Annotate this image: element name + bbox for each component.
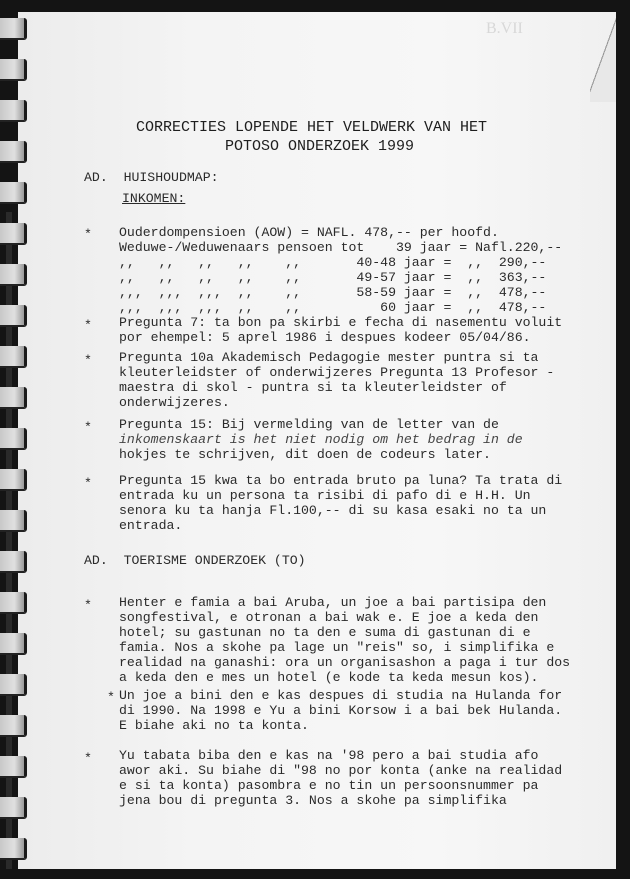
item-line: Henter e famia a bai Aruba, un joe a bai partisipa den xyxy=(119,595,547,610)
binding-ring xyxy=(0,510,27,532)
folded-corner xyxy=(590,12,616,102)
binding-ring xyxy=(0,633,27,655)
item-line: famia. Nos a skohe pa lage un "reis" so, i simplifika e xyxy=(119,640,555,655)
page-mark: B.VII xyxy=(486,20,523,37)
binding-ring xyxy=(0,551,27,573)
binding-ring xyxy=(0,387,27,409)
item-line: Un joe a bini den e kas despues di studia na Hulanda for xyxy=(119,688,563,703)
item-line: e si ta konta) pasombra e no tin un persoonsnummer pa xyxy=(119,778,539,793)
binding-ring xyxy=(0,182,27,204)
bullet: * xyxy=(84,598,92,613)
item-line: E biahe aki no ta konta. xyxy=(119,718,309,733)
title-line-1: CORRECTIES LOPENDE HET VELDWERK VAN HET xyxy=(136,119,488,136)
item-line: kleuterleidster of onderwijzeres Pregunta 13 Profesor - xyxy=(119,365,555,380)
binding-ring xyxy=(0,346,27,368)
binding-ring xyxy=(0,715,27,737)
item-line: jena bou di pregunta 3. Nos a skohe pa simplifika xyxy=(119,793,507,808)
item-line: Yu tabata biba den e kas na '98 pero a bai studia afo xyxy=(119,748,539,763)
item-line: hotel; su gastunan no ta den e suma di gastunan di e xyxy=(119,625,531,640)
bullet: * xyxy=(84,751,92,766)
pension-line: ,, ,, ,, ,, ,, 49-57 jaar = ,, 363,-- xyxy=(119,270,547,285)
binding-ring xyxy=(0,223,27,245)
bullet: * xyxy=(84,318,92,333)
binding-ring xyxy=(0,797,27,819)
binding-ring xyxy=(0,469,27,491)
binding-ring xyxy=(0,838,27,860)
item-line: senora ku ta hanja Fl.100,-- di su kasa esaki no ta un xyxy=(119,503,547,518)
binding-ring xyxy=(0,141,27,163)
pension-line: ,,, ,,, ,,, ,, ,, 58-59 jaar = ,, 478,-- xyxy=(119,285,547,300)
item-line: onderwijzeres. xyxy=(119,395,230,410)
pension-line: ,,, ,,, ,,, ,, ,, 60 jaar = ,, 478,-- xyxy=(119,300,547,315)
item-line: Pregunta 15 kwa ta bo entrada bruto pa luna? Ta trata di xyxy=(119,473,563,488)
pension-line: ,, ,, ,, ,, ,, 40-48 jaar = ,, 290,-- xyxy=(119,255,547,270)
bullet: * xyxy=(84,476,92,491)
item-line: Pregunta 10a Akademisch Pedagogie mester puntra si ta xyxy=(119,350,539,365)
item-line: di 1990. Na 1998 e Yu a bini Korsow i a bai bek Hulanda. xyxy=(119,703,563,718)
item-line: Pregunta 15: Bij vermelding van de letter van de xyxy=(119,417,499,432)
binding-ring xyxy=(0,674,27,696)
item-line: songfestival, e otronan a bai wak e. E joe a keda den xyxy=(119,610,539,625)
binding-ring xyxy=(0,59,27,81)
item-line-italic: inkomenskaart is het niet nodig om het bedrag in de xyxy=(119,432,523,447)
binding-ring xyxy=(0,592,27,614)
pension-line: Weduwe-/Weduwenaars pensoen tot 39 jaar = Nafl.220,-- xyxy=(119,240,563,255)
item-line: entrada ku un persona ta risibi di pafo di e H.H. Un xyxy=(119,488,531,503)
bullet: * xyxy=(84,420,92,435)
binding-ring xyxy=(0,428,27,450)
subheading-inkomen: INKOMEN: xyxy=(122,191,186,206)
spiral-binding xyxy=(0,12,28,869)
binding-ring xyxy=(0,264,27,286)
binding-ring xyxy=(0,305,27,327)
item-line: realidad na ganashi: ora un organisashon a paga i tur dos xyxy=(119,655,571,670)
section-heading-huishoudmap: AD. HUISHOUDMAP: xyxy=(84,170,219,185)
bullet: * xyxy=(107,690,115,705)
item-line: hokjes te schrijven, dit doen de codeurs later. xyxy=(119,447,491,462)
binding-ring xyxy=(0,756,27,778)
item-line: Pregunta 7: ta bon pa skirbi e fecha di nasementu voluit xyxy=(119,315,563,330)
section-heading-toerisme: AD. TOERISME ONDERZOEK (TO) xyxy=(84,553,306,568)
bullet: * xyxy=(84,227,92,242)
bullet: * xyxy=(84,353,92,368)
item-line: a keda den e mes un hotel (e kode ta keda mesun kos). xyxy=(119,670,539,685)
binding-ring xyxy=(0,100,27,122)
item-line: por ehempel: 5 aprel 1986 i despues kodeer 05/04/86. xyxy=(119,330,531,345)
item-line: awor aki. Su biahe di "98 no por konta (anke na realidad xyxy=(119,763,563,778)
pension-line: Ouderdompensioen (AOW) = NAFL. 478,-- per hoofd. xyxy=(119,225,499,240)
title-line-2: POTOSO ONDERZOEK 1999 xyxy=(225,138,415,155)
item-line: maestra di skol - puntra si ta kleuterleidster of xyxy=(119,380,507,395)
binding-ring xyxy=(0,18,27,40)
item-line: entrada. xyxy=(119,518,183,533)
